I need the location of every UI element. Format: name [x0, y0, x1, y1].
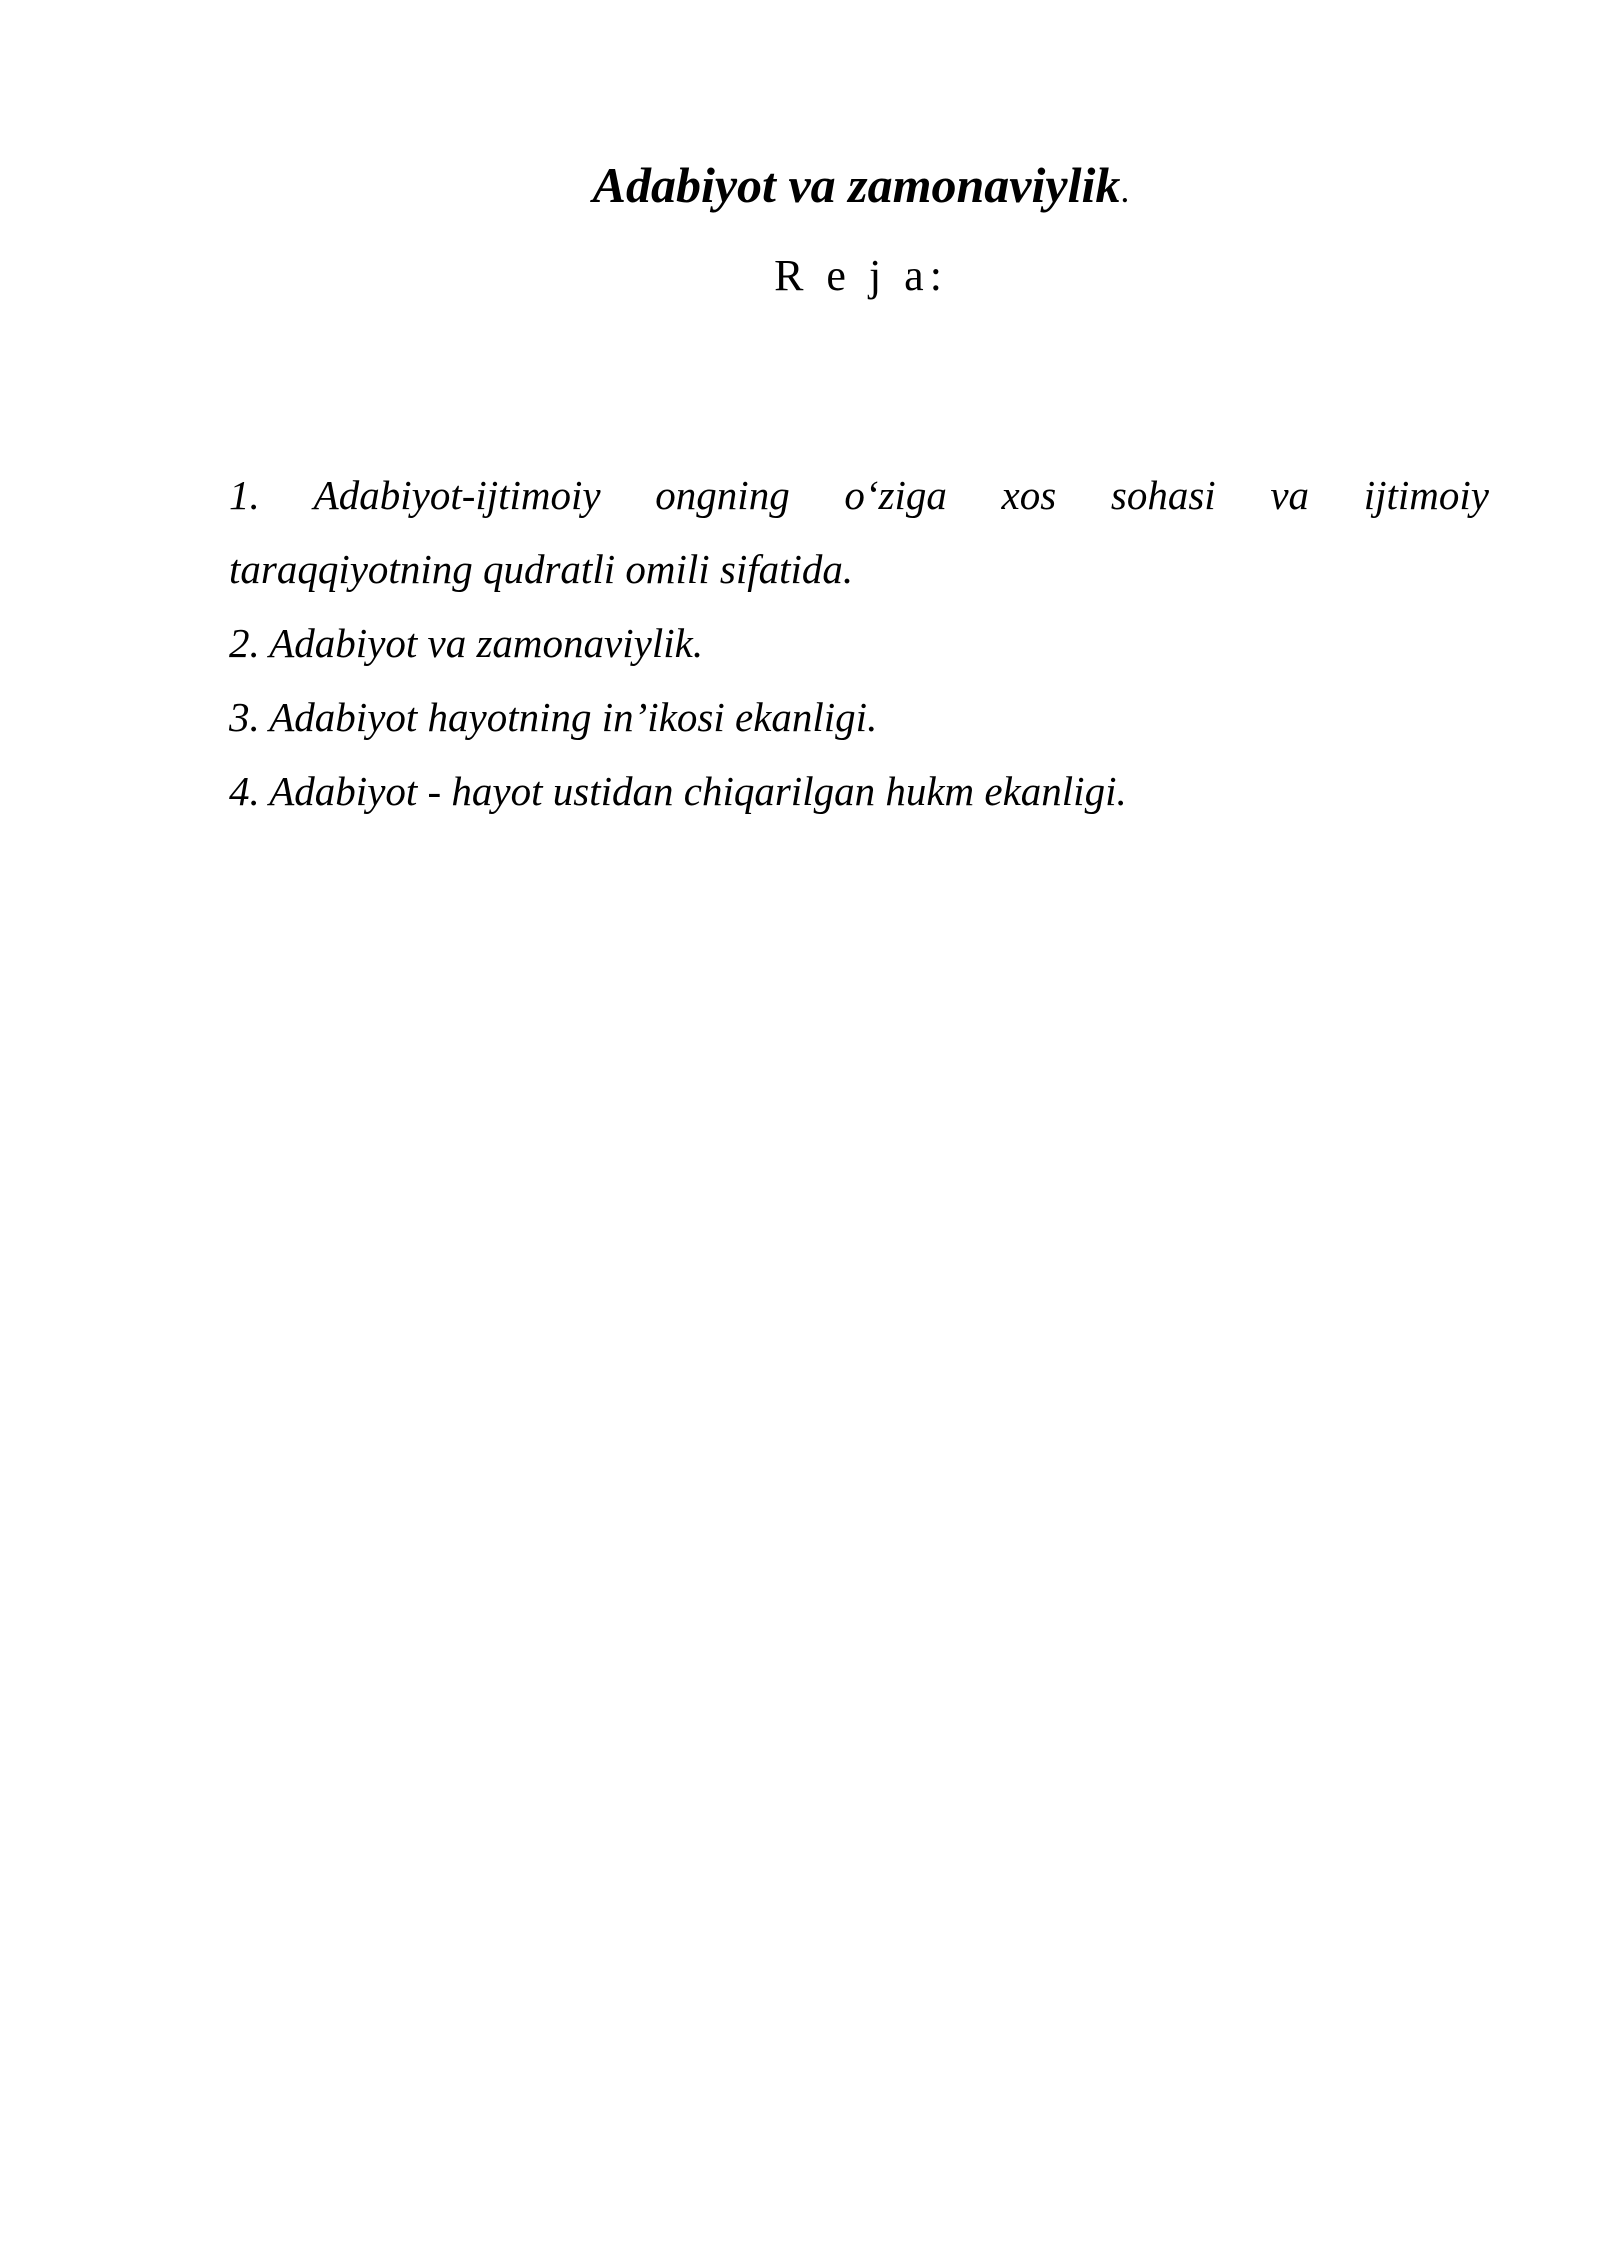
plan-item-1-line-1: 1. Adabiyot-ijtimoiy ongning o‘ziga xos sohasi va ijtimoiy — [229, 472, 1489, 518]
plan-item-1 — [229, 458, 1489, 606]
title-suffix: . — [1120, 170, 1130, 210]
title-text: Adabiyot va zamonaviylik — [592, 157, 1121, 213]
plan-item-2: 2. Adabiyot va zamonaviylik. — [229, 620, 704, 666]
plan-item-3: 3. Adabiyot hayotning in’ikosi ekanligi. — [229, 694, 878, 740]
plan-list — [229, 458, 1489, 828]
plan-heading: R e j a: — [774, 251, 948, 300]
page-title — [0, 150, 1600, 225]
plan-item-4: 4. Adabiyot - hayot ustidan chiqarilgan hukm ekanligi. — [229, 768, 1127, 814]
plan-item-1-line-2: taraqqiyotning qudratli omili sifatida. — [229, 546, 854, 592]
